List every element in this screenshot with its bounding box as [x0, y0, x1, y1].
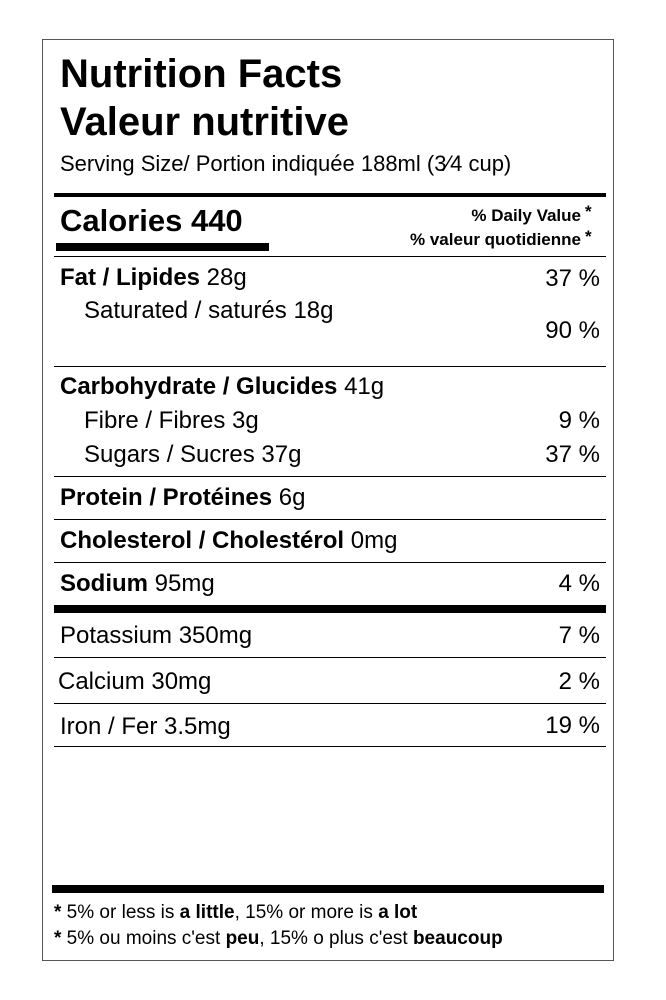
iron-percent: 19 % [545, 712, 600, 739]
footnote-en-little: a little [179, 902, 235, 923]
carbohydrate-row [60, 373, 384, 401]
rule-after-fat [54, 366, 606, 367]
rule-after-protein [54, 519, 606, 520]
rule-after-carbs [54, 476, 606, 477]
rule-after-iron [54, 746, 606, 747]
footnote-en-star: * [54, 902, 62, 923]
daily-value-fr-star: * [585, 227, 592, 246]
potassium-percent: 7 % [558, 622, 600, 649]
daily-value-fr: % valeur quotidienne [410, 230, 581, 249]
footnote-fr-text-c: , 15% o plus c'est [259, 928, 413, 949]
iron-row: Iron / Fer 3.5mg [60, 713, 231, 740]
protein-label: Protein / Protéines [60, 484, 273, 511]
serving-size: Serving Size/ Portion indiquée 188ml (3⁄4 cup) [60, 151, 512, 176]
rule-after-potassium [54, 657, 606, 658]
calories: Calories 440 [60, 203, 243, 238]
sodium-amount: 95mg [148, 570, 215, 597]
calories-underline [56, 243, 269, 251]
cholesterol-label: Cholesterol / Cholestérol [60, 527, 345, 554]
fat-label: Fat / Lipides [60, 264, 201, 291]
fibre-row: Fibre / Fibres 3g [84, 407, 259, 434]
footnote-fr-star: * [54, 928, 62, 949]
title-en: Nutrition Facts [60, 52, 343, 96]
saturated-percent: 90 % [545, 317, 600, 344]
cholesterol-amount: 0mg [344, 527, 398, 554]
protein-amount: 6g [272, 484, 306, 511]
rule-after-calories [54, 256, 606, 257]
footnote-fr-peu: peu [225, 928, 260, 949]
sugars-percent: 37 % [545, 441, 600, 468]
sodium-percent: 4 % [558, 570, 600, 597]
fat-row [60, 264, 247, 292]
rule-after-calcium [54, 703, 606, 704]
potassium-row: Potassium 350mg [60, 622, 253, 649]
footnote-en-text-c: , 15% or more is [234, 902, 379, 923]
footnote-fr [54, 928, 503, 950]
footnote-en-text-a: 5% or less is [61, 902, 180, 923]
sugars-row: Sugars / Sucres 37g [84, 441, 302, 468]
calcium-percent: 2 % [558, 668, 600, 695]
daily-value-en: % Daily Value [471, 206, 581, 225]
sodium-row [60, 570, 215, 598]
rule-after-cholesterol [54, 562, 606, 563]
sodium-label: Sodium [60, 570, 148, 597]
footnote-en-lot: a lot [378, 902, 418, 923]
fat-percent: 37 % [545, 265, 600, 292]
footnote-fr-text-a: 5% ou moins c'est [61, 928, 226, 949]
carbohydrate-label: Carbohydrate / Glucides [60, 373, 338, 400]
protein-row [60, 484, 305, 512]
daily-value-en-star: * [585, 202, 592, 221]
thick-rule-bottom [52, 885, 604, 893]
calcium-row: Calcium 30mg [58, 668, 212, 695]
cholesterol-row [60, 527, 397, 555]
title-fr: Valeur nutritive [60, 100, 349, 144]
thick-rule-top [54, 193, 606, 197]
footnote-en [54, 902, 417, 924]
footnote-fr-beaucoup: beaucoup [412, 928, 503, 949]
thick-rule-middle [54, 605, 606, 613]
saturated-row: Saturated / saturés 18g [84, 297, 334, 324]
carbohydrate-amount: 41g [337, 373, 385, 400]
fat-amount: 28g [200, 264, 247, 291]
fibre-percent: 9 % [558, 407, 600, 434]
